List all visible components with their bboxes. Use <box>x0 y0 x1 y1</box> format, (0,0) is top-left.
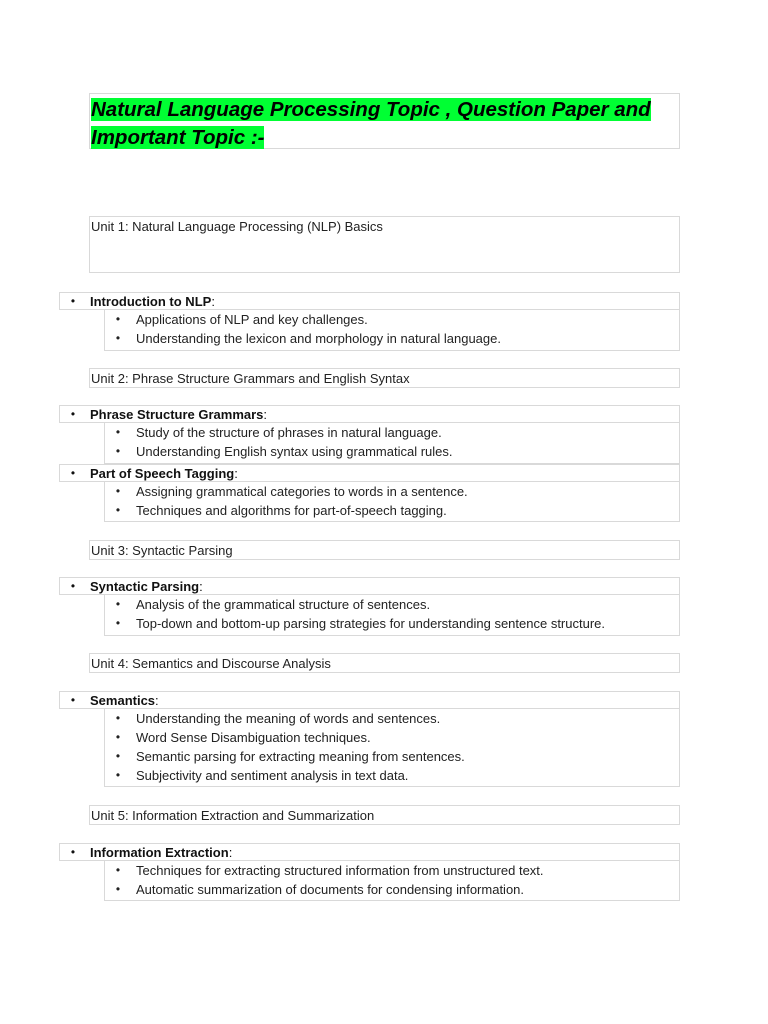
topic-row <box>59 577 680 595</box>
unit-heading: Unit 5: Information Extraction and Summarization <box>89 805 680 825</box>
topic-name: Part of Speech Tagging <box>90 466 235 481</box>
bullet-icon: • <box>115 597 121 611</box>
list-item-text: Word Sense Disambiguation techniques. <box>136 730 371 745</box>
bullet-icon: • <box>115 616 121 630</box>
list-item-text: Understanding English syntax using grammatical rules. <box>136 444 453 459</box>
list-item <box>105 728 679 747</box>
topic-suffix: : <box>228 845 233 860</box>
list-item-text: Applications of NLP and key challenges. <box>136 312 368 327</box>
list-item <box>105 747 679 766</box>
topic-name: Semantics <box>90 693 156 708</box>
bullet-icon: • <box>115 503 121 517</box>
topic-row <box>59 843 680 861</box>
list-item <box>105 501 679 520</box>
topic-name: Syntactic Parsing <box>90 579 200 594</box>
topic-suffix: : <box>263 407 268 422</box>
topic-name: Information Extraction <box>90 845 229 860</box>
topic-name: Introduction to NLP <box>90 294 212 309</box>
list-item-text: Subjectivity and sentiment analysis in text data. <box>136 768 409 783</box>
bullet-icon: • <box>115 312 121 326</box>
sub-list <box>104 595 680 636</box>
bullet-icon: • <box>70 466 76 480</box>
bullet-icon: • <box>115 484 121 498</box>
list-item-text: Techniques for extracting structured information from unstructured text. <box>136 863 544 878</box>
list-item <box>105 766 679 785</box>
bullet-icon: • <box>115 444 121 458</box>
list-item <box>105 482 679 501</box>
sub-list <box>104 709 680 787</box>
sub-list <box>104 310 680 351</box>
list-item-text: Understanding the lexicon and morphology in natural language. <box>136 331 501 346</box>
title-box <box>89 93 680 149</box>
bullet-icon: • <box>70 579 76 593</box>
list-item <box>105 329 679 348</box>
sub-list <box>104 482 680 522</box>
list-item-text: Techniques and algorithms for part-of-speech tagging. <box>136 503 447 518</box>
topic-row <box>59 292 680 310</box>
topic-row <box>59 405 680 423</box>
sub-list <box>104 861 680 901</box>
topic-label <box>90 406 267 423</box>
list-item-text: Semantic parsing for extracting meaning from sentences. <box>136 749 465 764</box>
list-item-text: Analysis of the grammatical structure of sentences. <box>136 597 431 612</box>
list-item-text: Automatic summarization of documents for condensing information. <box>136 882 525 897</box>
list-item <box>105 861 679 880</box>
list-item <box>105 595 679 614</box>
bullet-icon: • <box>115 730 121 744</box>
unit-heading: Unit 2: Phrase Structure Grammars and English Syntax <box>89 368 680 388</box>
unit-heading: Unit 1: Natural Language Processing (NLP) Basics <box>89 216 680 273</box>
topic-row <box>59 691 680 709</box>
bullet-icon: • <box>115 768 121 782</box>
bullet-icon: • <box>115 882 121 896</box>
topic-suffix: : <box>155 693 159 708</box>
topic-suffix: : <box>211 294 215 309</box>
topic-label <box>90 293 215 310</box>
list-item <box>105 709 679 728</box>
topic-label <box>90 844 232 861</box>
bullet-icon: • <box>70 407 76 421</box>
topic-row <box>59 464 680 482</box>
list-item-text: Top-down and bottom-up parsing strategies for understanding sentence structure. <box>136 616 605 631</box>
bullet-icon: • <box>115 711 121 725</box>
topic-name: Phrase Structure Grammars <box>90 407 264 422</box>
list-item <box>105 310 679 329</box>
title-highlight: Natural Language Processing Topic , Question Paper and Important Topic :- <box>91 98 651 149</box>
page-title <box>91 96 671 152</box>
list-item-text: Understanding the meaning of words and sentences. <box>136 711 441 726</box>
topic-label <box>90 465 238 482</box>
list-item <box>105 423 679 442</box>
topic-suffix: : <box>234 466 238 481</box>
unit-heading: Unit 3: Syntactic Parsing <box>89 540 680 560</box>
list-item <box>105 880 679 899</box>
bullet-icon: • <box>115 331 121 345</box>
topic-label <box>90 578 203 595</box>
bullet-icon: • <box>115 863 121 877</box>
topic-label <box>90 692 159 709</box>
bullet-icon: • <box>70 294 76 308</box>
list-item-text: Assigning grammatical categories to words in a sentence. <box>136 484 468 499</box>
unit-heading: Unit 4: Semantics and Discourse Analysis <box>89 653 680 673</box>
bullet-icon: • <box>115 425 121 439</box>
bullet-icon: • <box>115 749 121 763</box>
list-item-text: Study of the structure of phrases in natural language. <box>136 425 442 440</box>
bullet-icon: • <box>70 845 76 859</box>
list-item <box>105 442 679 461</box>
list-item <box>105 614 679 633</box>
bullet-icon: • <box>70 693 76 707</box>
topic-suffix: : <box>199 579 203 594</box>
sub-list <box>104 423 680 464</box>
